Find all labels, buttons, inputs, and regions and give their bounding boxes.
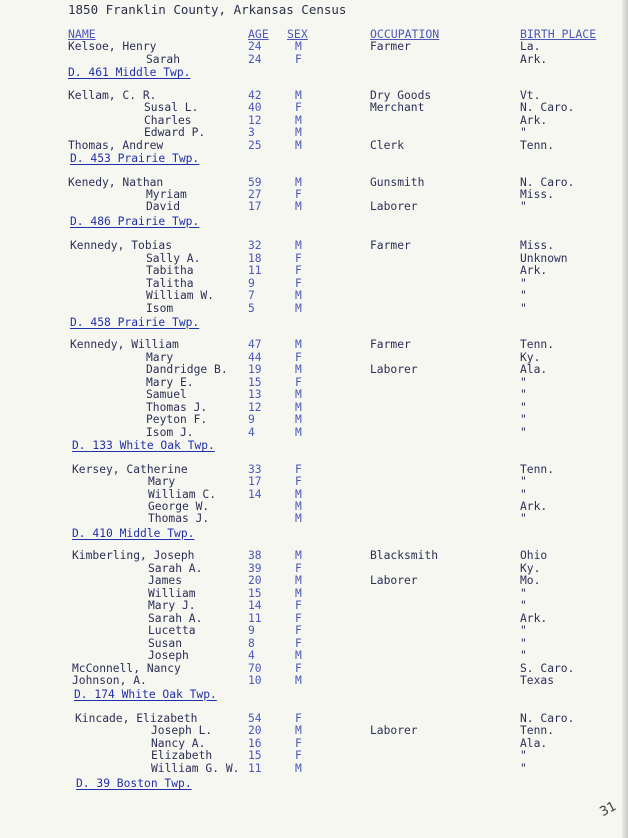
person-birth-place: " (520, 289, 527, 303)
person-age: 44 (248, 350, 262, 364)
census-row (0, 763, 628, 775)
person-name: Thomas J. (146, 400, 208, 414)
person-birth-place: " (520, 388, 527, 401)
census-row (0, 650, 628, 662)
person-age: 33 (248, 463, 262, 476)
person-birth-place: " (520, 487, 527, 501)
person-sex: F (295, 475, 302, 489)
person-sex: M (295, 40, 302, 53)
person-name: David (146, 200, 181, 214)
person-birth-place: Tenn. (520, 724, 555, 738)
person-sex: F (295, 188, 302, 202)
header-birth-place: BIRTH PLACE (520, 27, 597, 41)
person-sex: F (295, 52, 302, 66)
person-birth-place: La. (520, 40, 541, 53)
person-occupation: Farmer (370, 40, 411, 53)
person-name: Elizabeth (151, 749, 213, 763)
census-row (0, 750, 628, 762)
person-age: 27 (248, 188, 262, 202)
person-name: Lucetta (148, 624, 196, 637)
person-name: Joseph (148, 649, 189, 662)
person-age: 32 (248, 239, 262, 252)
person-age: 4 (248, 649, 255, 662)
census-row (0, 240, 628, 252)
person-occupation: Laborer (370, 363, 418, 376)
person-age: 14 (248, 599, 262, 612)
person-sex: M (295, 674, 302, 687)
person-age: 11 (248, 611, 262, 625)
census-row (0, 389, 628, 401)
person-age: 16 (248, 736, 262, 750)
person-birth-place: " (520, 636, 527, 650)
person-name: Talitha (146, 276, 194, 290)
census-row (0, 738, 628, 750)
person-sex: F (295, 624, 302, 637)
person-occupation: Dry Goods (370, 89, 432, 102)
person-name: George W. (148, 499, 210, 513)
person-name: James (148, 574, 183, 587)
person-sex: F (295, 712, 302, 725)
person-occupation: Merchant (370, 101, 425, 115)
person-occupation: Farmer (370, 338, 411, 351)
district-label: D. 174 White Oak Twp. (74, 687, 217, 701)
census-row (0, 625, 628, 637)
person-name: Thomas, Andrew (68, 138, 164, 152)
person-name: Sarah A. (148, 611, 203, 625)
person-birth-place: " (520, 749, 527, 763)
person-birth-place: " (520, 400, 527, 414)
person-birth-place: " (520, 761, 527, 775)
person-birth-place: Tenn. (520, 338, 555, 351)
census-row (0, 115, 628, 127)
person-sex: M (295, 302, 302, 315)
person-name: Peyton F. (146, 413, 208, 426)
person-sex: F (295, 561, 302, 575)
person-birth-place: " (520, 302, 527, 315)
person-sex: F (295, 101, 302, 115)
person-sex: M (295, 89, 302, 102)
person-age: 11 (248, 264, 262, 278)
person-name: Tabitha (146, 264, 194, 278)
person-age: 15 (248, 749, 262, 763)
census-row (0, 41, 628, 53)
header-occupation: OCCUPATION (370, 27, 440, 41)
person-age: 40 (248, 101, 262, 115)
person-age: 14 (248, 487, 262, 501)
person-name: Kersey, Catherine (72, 463, 188, 476)
person-name: Myriam (146, 188, 187, 202)
person-birth-place: Ala. (520, 736, 548, 750)
person-name: William (148, 586, 196, 600)
person-birth-place: S. Caro. (520, 661, 575, 675)
person-age: 9 (248, 624, 255, 637)
census-row (0, 663, 628, 675)
census-row (0, 414, 628, 426)
person-sex: F (295, 264, 302, 278)
person-age: 47 (248, 338, 262, 351)
census-row (0, 464, 628, 476)
person-name: Thomas J. (148, 512, 210, 526)
person-birth-place: Tenn. (520, 138, 555, 152)
person-name: Edward P. (144, 126, 206, 140)
header-age: AGE (248, 27, 269, 41)
person-birth-place: Ark. (520, 499, 548, 513)
person-age: 17 (248, 475, 262, 489)
person-name: Kenedy, Nathan (68, 176, 164, 189)
person-name: Mary E. (146, 375, 194, 389)
person-sex: M (295, 200, 302, 214)
person-name: Susan (148, 636, 183, 650)
person-age: 12 (248, 400, 262, 414)
person-sex: M (295, 113, 302, 127)
person-name: Charles (144, 113, 192, 127)
person-name: Kennedy, William (70, 338, 179, 351)
person-birth-place: " (520, 649, 527, 662)
person-sex: M (295, 176, 302, 189)
person-name: William G. W. (151, 761, 240, 775)
person-birth-place: " (520, 512, 527, 526)
person-sex: F (295, 661, 302, 675)
census-row (0, 675, 628, 687)
census-row (0, 364, 628, 376)
person-sex: M (295, 724, 302, 738)
person-name: Isom J. (146, 425, 194, 439)
census-row (0, 563, 628, 575)
person-age: 15 (248, 375, 262, 389)
person-age: 17 (248, 200, 262, 214)
person-birth-place: Ark. (520, 264, 548, 278)
person-name: Dandridge B. (146, 363, 228, 376)
person-sex: M (295, 126, 302, 140)
census-row (0, 476, 628, 488)
census-row (0, 290, 628, 302)
person-occupation: Clerk (370, 138, 405, 152)
person-name: Mary (146, 350, 174, 364)
district-label: D. 458 Prairie Twp. (70, 315, 200, 329)
person-sex: M (295, 499, 302, 513)
person-birth-place: " (520, 413, 527, 426)
person-age: 9 (248, 413, 255, 426)
person-age: 8 (248, 636, 255, 650)
person-sex: M (295, 413, 302, 426)
page-title: 1850 Franklin County, Arkansas Census (68, 2, 347, 17)
person-birth-place: Tenn. (520, 463, 555, 476)
person-name: Sarah (146, 52, 181, 66)
person-birth-place: N. Caro. (520, 712, 575, 725)
person-name: Kelsoe, Henry (68, 40, 157, 53)
person-sex: F (295, 375, 302, 389)
person-birth-place: Ky. (520, 561, 541, 575)
person-birth-place: Ohio (520, 549, 548, 562)
person-name: Mary (148, 475, 176, 489)
census-row (0, 140, 628, 152)
district-label: D. 39 Boston Twp. (76, 777, 192, 790)
census-row (0, 725, 628, 737)
person-age: 3 (248, 126, 255, 140)
person-sex: F (295, 463, 302, 476)
person-birth-place: " (520, 475, 527, 489)
person-sex: F (295, 276, 302, 290)
person-sex: M (295, 649, 302, 662)
census-row (0, 102, 628, 114)
person-birth-place: " (520, 126, 527, 140)
person-age: 54 (248, 712, 262, 725)
person-name: McConnell, Nancy (72, 661, 181, 675)
person-age: 18 (248, 251, 262, 265)
person-age: 70 (248, 661, 262, 675)
census-row (0, 265, 628, 277)
person-sex: M (295, 574, 302, 587)
person-sex: F (295, 251, 302, 265)
person-age: 5 (248, 302, 255, 315)
person-name: Johnson, A. (72, 674, 147, 687)
person-age: 20 (248, 574, 262, 587)
header-sex: SEX (287, 27, 308, 41)
person-sex: M (295, 549, 302, 562)
person-age: 42 (248, 89, 262, 102)
person-age: 39 (248, 561, 262, 575)
census-row (0, 54, 628, 66)
district-label: D. 486 Prairie Twp. (70, 214, 200, 228)
district-label: D. 133 White Oak Twp. (72, 439, 215, 452)
person-sex: M (295, 586, 302, 600)
person-age: 15 (248, 586, 262, 600)
person-sex: M (295, 400, 302, 414)
person-age: 25 (248, 138, 262, 152)
person-birth-place: " (520, 599, 527, 612)
census-row (0, 189, 628, 201)
person-occupation: Blacksmith (370, 549, 439, 562)
person-name: Kellam, C. R. (68, 89, 157, 102)
person-birth-place: Mo. (520, 574, 541, 587)
person-age: 13 (248, 388, 262, 401)
person-birth-place: Miss. (520, 188, 555, 202)
person-sex: M (295, 425, 302, 439)
district-label: D. 453 Prairie Twp. (70, 152, 200, 165)
person-name: William C. (148, 487, 217, 501)
person-name: Joseph L. (151, 724, 213, 738)
census-row (0, 402, 628, 414)
person-age: 20 (248, 724, 262, 738)
person-birth-place: Ky. (520, 350, 541, 364)
person-sex: M (295, 363, 302, 376)
census-row (0, 550, 628, 562)
census-row (0, 513, 628, 525)
person-name: Kimberling, Joseph (72, 549, 195, 562)
census-row (0, 427, 628, 439)
person-name: Nancy A. (151, 736, 206, 750)
person-occupation: Gunsmith (370, 176, 425, 189)
person-birth-place: Ark. (520, 52, 548, 66)
census-row (0, 575, 628, 587)
district-label: D. 410 Middle Twp. (72, 526, 195, 540)
census-row (0, 588, 628, 600)
person-age: 4 (248, 425, 255, 439)
person-birth-place: " (520, 200, 527, 214)
person-sex: F (295, 736, 302, 750)
census-row (0, 638, 628, 650)
page-number: 31 (597, 798, 620, 821)
person-age: 12 (248, 113, 262, 127)
person-birth-place: Texas (520, 674, 555, 687)
person-age: 10 (248, 674, 262, 687)
census-row (0, 278, 628, 290)
person-age: 24 (248, 40, 262, 53)
person-birth-place: " (520, 624, 527, 637)
person-name: William W. (146, 289, 215, 303)
person-sex: M (295, 388, 302, 401)
census-row (0, 613, 628, 625)
person-sex: M (295, 239, 302, 252)
person-sex: M (295, 512, 302, 526)
person-name: Kennedy, Tobias (70, 239, 173, 252)
person-birth-place: " (520, 586, 527, 600)
person-name: Isom (146, 302, 174, 315)
person-birth-place: Miss. (520, 239, 555, 252)
person-birth-place: Unknown (520, 251, 568, 265)
census-row (0, 127, 628, 139)
person-birth-place: " (520, 425, 527, 439)
census-row (0, 600, 628, 612)
person-sex: F (295, 636, 302, 650)
person-name: Susal L. (144, 101, 199, 115)
person-birth-place: N. Caro. (520, 176, 575, 189)
person-occupation: Laborer (370, 574, 418, 587)
person-birth-place: " (520, 276, 527, 290)
header-name: NAME (68, 27, 96, 41)
person-name: Samuel (146, 388, 187, 401)
person-name: Kincade, Elizabeth (75, 712, 198, 725)
person-occupation: Laborer (370, 200, 418, 214)
person-birth-place: " (520, 375, 527, 389)
person-age: 9 (248, 276, 255, 290)
person-birth-place: Vt. (520, 89, 541, 102)
person-occupation: Laborer (370, 724, 418, 738)
district-label: D. 461 Middle Twp. (68, 66, 191, 80)
census-row (0, 303, 628, 315)
person-age: 19 (248, 363, 262, 376)
person-sex: F (295, 749, 302, 763)
person-sex: F (295, 611, 302, 625)
person-age: 24 (248, 52, 262, 66)
person-birth-place: Ark. (520, 113, 548, 127)
census-row (0, 501, 628, 513)
person-sex: M (295, 289, 302, 303)
census-row (0, 377, 628, 389)
person-sex: M (295, 138, 302, 152)
person-occupation: Farmer (370, 239, 411, 252)
person-sex: M (295, 761, 302, 775)
person-name: Sarah A. (148, 561, 203, 575)
person-sex: M (295, 487, 302, 501)
census-row (0, 201, 628, 213)
person-birth-place: N. Caro. (520, 101, 575, 115)
person-name: Sally A. (146, 251, 201, 265)
census-row (0, 339, 628, 351)
person-sex: F (295, 350, 302, 364)
census-row (0, 253, 628, 265)
person-birth-place: Ark. (520, 611, 548, 625)
person-age: 59 (248, 176, 262, 189)
person-age: 38 (248, 549, 262, 562)
person-sex: F (295, 599, 302, 612)
person-sex: M (295, 338, 302, 351)
census-row (0, 352, 628, 364)
person-age: 7 (248, 289, 255, 303)
person-name: Mary J. (148, 599, 196, 612)
person-birth-place: Ala. (520, 363, 548, 376)
person-age: 11 (248, 761, 262, 775)
